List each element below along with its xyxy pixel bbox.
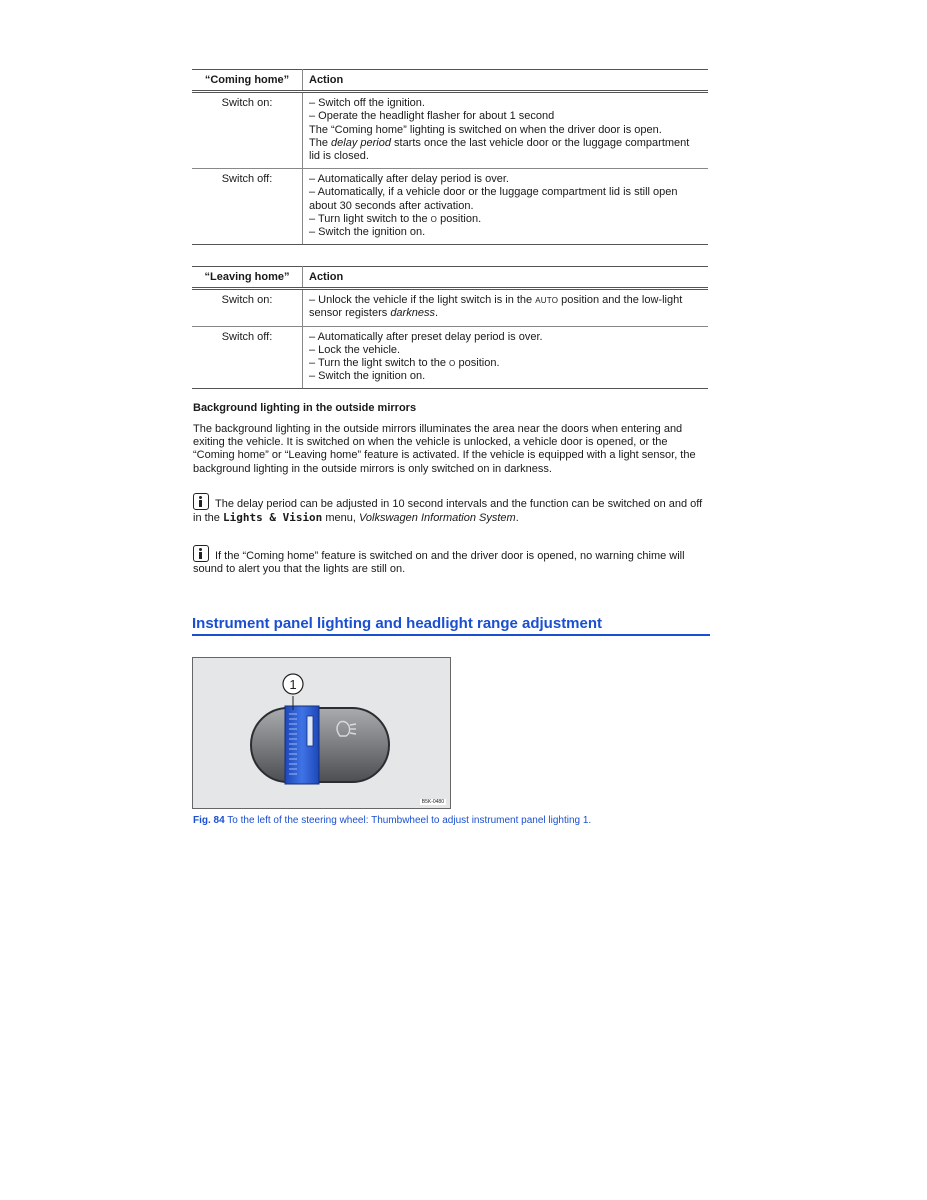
row-label: Switch on: bbox=[192, 92, 303, 169]
leaving-home-table bbox=[192, 266, 708, 389]
info-note: If the “Coming home” feature is switched on and the driver door is opened, no warning chime will sound to alert you that the lights are still on. bbox=[193, 545, 709, 576]
action-line: – Lock the vehicle. bbox=[309, 343, 401, 356]
callout-number: 1 bbox=[289, 677, 297, 692]
row-action bbox=[303, 92, 709, 169]
mode-header: “Leaving home” bbox=[192, 267, 303, 289]
coming-home-table bbox=[192, 69, 708, 245]
mode-header: “Coming home” bbox=[192, 70, 303, 92]
row-action bbox=[303, 289, 709, 326]
system-name: Volkswagen Information System bbox=[359, 512, 516, 525]
table-header-row bbox=[192, 267, 708, 289]
action-line: – Switch the ignition on. bbox=[309, 226, 426, 239]
section-heading: Background lighting in the outside mirrors bbox=[193, 402, 417, 414]
figure-label: Fig. 84 bbox=[193, 815, 225, 826]
darkness-term: darkness bbox=[390, 307, 435, 320]
thumbwheel-illustration bbox=[193, 658, 450, 808]
thumbwheel bbox=[285, 706, 319, 784]
wheel-indicator bbox=[307, 716, 313, 746]
off-position-symbol: O bbox=[430, 214, 438, 224]
info-note: The delay period can be adjusted in 10 second intervals and the function can be switched on and off in the Lights & Vision menu, Volkswagen Information System. bbox=[193, 493, 709, 525]
info-icon bbox=[193, 493, 209, 510]
off-position-symbol: O bbox=[449, 359, 456, 369]
action-line: – Turn light switch to the O position. bbox=[309, 212, 482, 225]
action-line: – Automatically after preset delay period is over. bbox=[309, 330, 543, 343]
action-header: Action bbox=[303, 70, 709, 92]
table-row bbox=[192, 289, 708, 326]
action-line: – Automatically after delay period is over. bbox=[309, 173, 509, 186]
row-label: Switch off: bbox=[192, 169, 303, 245]
row-label: Switch off: bbox=[192, 326, 303, 389]
menu-name: Lights & Vision bbox=[222, 511, 323, 525]
action-line: – Unlock the vehicle if the light switch is in the AUTO position and the low-light sensor registers darkness. bbox=[309, 294, 683, 320]
table-row bbox=[192, 169, 708, 245]
info-icon bbox=[193, 545, 209, 562]
action-line: – Switch the ignition on. bbox=[309, 370, 426, 383]
delay-period-term: delay period bbox=[331, 136, 391, 149]
thumbwheel-figure bbox=[192, 657, 451, 809]
auto-position-symbol: AUTO bbox=[535, 296, 559, 306]
action-line: – Turn the light switch to the O position. bbox=[309, 357, 500, 370]
action-line: The “Coming home” lighting is switched on when the driver door is open. bbox=[309, 123, 662, 136]
chapter-heading: Instrument panel lighting and headlight range adjustment bbox=[192, 615, 710, 636]
switch-housing bbox=[251, 708, 389, 782]
action-line: – Operate the headlight flasher for about 1 second bbox=[309, 110, 555, 123]
table-header-row bbox=[192, 70, 708, 92]
section-paragraph: The background lighting in the outside mirrors illuminates the area near the doors when entering and exiting the vehicle. It is switched on when the vehicle is unlocked, a vehicle door is opened, or the “Coming home” or “Leaving home” feature is activated. If the vehicle is equipped with a light sensor, the background lighting in the outside mirrors is only switched on in darkness. bbox=[193, 423, 696, 475]
row-action bbox=[303, 326, 709, 389]
action-line: – Automatically, if a vehicle door or the luggage compartment lid is still open about 30 seconds after activation. bbox=[309, 186, 678, 212]
table-row bbox=[192, 92, 708, 169]
action-header: Action bbox=[303, 267, 709, 289]
action-line: – Switch off the ignition. bbox=[309, 97, 425, 110]
row-action bbox=[303, 169, 709, 245]
table-row bbox=[192, 326, 708, 389]
action-line: The delay period starts once the last vehicle door or the luggage compartment lid is closed. bbox=[309, 136, 690, 163]
figure-caption: Fig. 84 To the left of the steering wheel: Thumbwheel to adjust instrument panel lighting 1. bbox=[193, 815, 592, 826]
figure-code: B5K-0480 bbox=[421, 799, 444, 805]
row-label: Switch on: bbox=[192, 289, 303, 326]
